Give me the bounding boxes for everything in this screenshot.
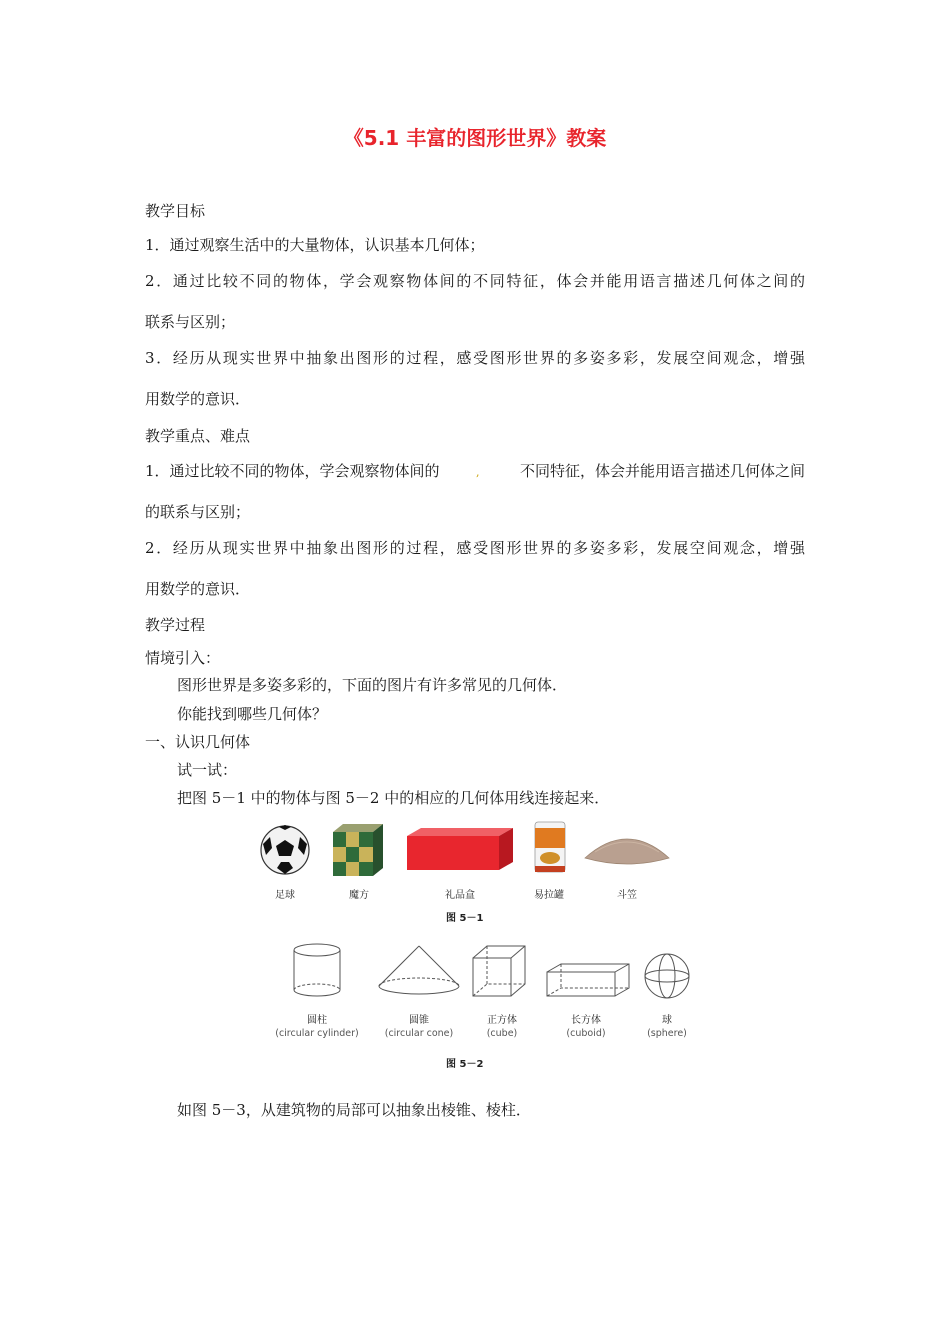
cone-drawing (379, 946, 459, 994)
intro-heading: 情境引入： (145, 649, 221, 667)
try-label: 试一试： (177, 761, 238, 779)
keypoint-2-line1: 2．经历从现实世界中抽象出图形的过程，感受图形世界的多姿多彩，发展空间观念，增强 (145, 539, 805, 557)
goal-3-line1: 3．经历从现实世界中抽象出图形的过程，感受图形世界的多姿多彩，发展空间观念，增强 (145, 349, 805, 367)
try-text-b: 1 中的物体与图 5－2 中的相应的几何体用线连接起来． (236, 789, 610, 807)
keypoint-1-line1-a: 1．通过比较不同的物体，学会观察物体间的 (145, 462, 440, 480)
fig2-en-2: (circular cone) (384, 1028, 454, 1039)
fig2-en-4: (cuboid) (566, 1028, 606, 1039)
figure-5-2-caption: 图 5－2 (446, 1059, 484, 1070)
soccer-ball-image (261, 825, 309, 874)
keypoints-heading: 教学重点、难点 (145, 427, 251, 445)
fig2-name-4: 长方体 (571, 1015, 601, 1026)
sphere-drawing (645, 954, 689, 998)
cube-drawing (473, 946, 525, 996)
keypoint-1-line2: 的联系与区别； (145, 503, 251, 521)
fig2-name-3: 正方体 (487, 1015, 517, 1026)
fig2-name-2: 圆锥 (409, 1015, 429, 1026)
figure-5-1-caption: 图 5－1 (446, 913, 484, 924)
bamboo-hat-image (585, 839, 669, 864)
goal-3-line2: 用数学的意识． (145, 390, 251, 408)
section-1-heading: 一、认识几何体 (145, 733, 251, 751)
process-heading: 教学过程 (145, 616, 206, 634)
can-image (535, 822, 565, 872)
fig1-label-3: 礼品盒 (445, 890, 475, 901)
try-text (177, 788, 609, 808)
fig1-label-4: 易拉罐 (534, 890, 564, 901)
goal-2-line1: 2．通过比较不同的物体，学会观察物体间的不同特征，体会并能用语言描述几何体之间的 (145, 272, 805, 290)
goal-1: 1．通过观察生活中的大量物体，认识基本几何体； (145, 236, 485, 254)
fig1-label-1: 足球 (275, 890, 295, 901)
fig2-name-1: 圆柱 (307, 1015, 327, 1026)
intro-line1: 图形世界是多姿多彩的，下面的图片有许多常见的几何体． (177, 676, 568, 694)
figure-5-1-images (255, 822, 675, 880)
edit-mark: , (476, 466, 480, 479)
after-figure-text: 如图 5－3，从建筑物的局部可以抽象出棱锥、棱柱． (177, 1101, 531, 1119)
fig1-label-2: 魔方 (349, 890, 369, 901)
keypoint-1-line1-b: 不同特征，体会并能用语言描述几何体之间 (519, 462, 805, 480)
keypoint-2-line2: 用数学的意识． (145, 580, 251, 598)
goals-heading: 教学目标 (145, 202, 206, 220)
cuboid-drawing (547, 964, 629, 996)
fig2-en-5: (sphere) (647, 1028, 687, 1039)
try-text-a: 把图 5－ (177, 789, 237, 807)
fig2-name-5: 球 (662, 1015, 672, 1026)
cylinder-drawing (294, 944, 340, 996)
fig2-en-3: (cube) (486, 1028, 518, 1039)
figure-5-2-drawings (285, 942, 695, 1002)
intro-line2: 你能找到哪些几何体？ (177, 705, 328, 723)
keypoint-1-line1 (145, 461, 805, 481)
fig2-en-1: (circular cylinder) (275, 1028, 359, 1039)
page-title: 《5.1 丰富的图形世界》教案 (343, 126, 607, 150)
gift-box-image (407, 828, 513, 870)
rubik-cube-image (333, 824, 383, 876)
goal-2-line2: 联系与区别； (145, 313, 236, 331)
fig1-label-5: 斗笠 (617, 890, 637, 901)
